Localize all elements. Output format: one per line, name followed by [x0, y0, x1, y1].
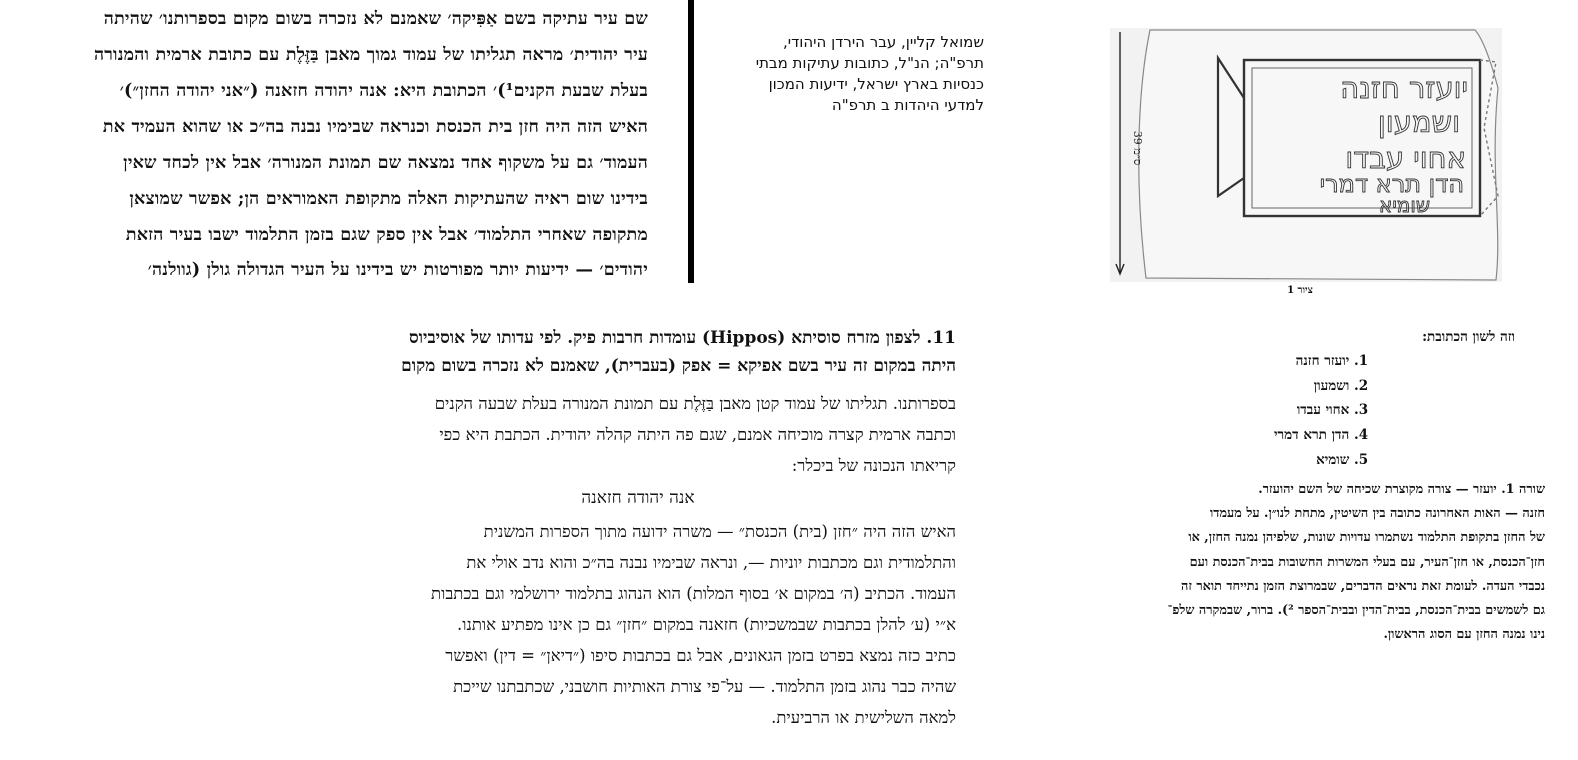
inscription-figure: [1110, 28, 1502, 282]
inscription-line: 2. ושמעון: [1313, 378, 1369, 394]
excerpt-line: שם עיר עתיקה בשם אַפִּיקה׳ שאמנם לא נזכרה בשום מקום בספרותנו׳ שהיתה: [103, 9, 648, 29]
paragraph-line: וכתבה ארמית קצרה מוכיחה אמנם, שגם פה היתה קהלה יהודית. הכתבת היא כפי: [439, 425, 956, 444]
scale-label: 39 ס״מ: [1131, 130, 1144, 166]
section-heading: [320, 324, 956, 380]
note-line: נכבדי העדה. לעומת זאת נראים הדברים, שבמרוצת הזמן נתייחד תואר זה: [1180, 578, 1545, 594]
stone-line: שומיא: [1378, 193, 1430, 217]
stone-line: יועזר חזנה: [1340, 71, 1468, 105]
section-heading-line: היתה במקום זה עיר בשם אפיקא = אפק (בעברית), שאמנם לא נזכרה בשום מקום: [401, 356, 956, 376]
excerpt-line: העמוד׳ גם על משקוף אחד נמצאה שם תמונת המנורה׳ אבל אין לכחד שאין: [123, 153, 648, 173]
inscription-line: 1. יועזר חזנה: [1295, 353, 1369, 369]
note-line: של החזן בתקופת התלמוד נשתמרו עדויות שונות, שלפיהן נמנה החזן, או: [1188, 530, 1545, 546]
paragraph-line: א״י (ע׳ להלן בכתבות שבמשכיות) חזאנה במקום ״חזן״ גם כן אינו מפתיע אותנו.: [457, 615, 956, 634]
stone-line: ושמעון: [1377, 105, 1460, 139]
inscription-heading: וזה לשון הכתובת:: [1422, 329, 1515, 345]
excerpt-line: יהודים׳ — ידיעות יותר מפורטות יש בידינו על העיר הגדולה גולן (גוולנה׳: [147, 260, 648, 280]
paragraph-line: והתלמודית וגם מכתבות יוניות —, ונראה שבימיו נבנה בה״כ והוא נדב אולי את: [466, 553, 956, 572]
paragraph-line: קריאתו הנכונה של ביכלר:: [791, 456, 956, 475]
paragraph: [320, 388, 956, 481]
paragraph-line: העמוד. הכתיב (ה׳ במקום א׳ בסוף המלות) הוא הנהוג בתלמוד ירושלמי וגם בכתבות: [431, 584, 956, 603]
excerpt-line: עיר יהודית׳ מראה תגליתו של עמוד גמוך מאבן בַּזֶּלֶת עם כתובת ארמית והמנורה: [94, 45, 648, 65]
excerpt-line: מתקופה שאחרי התלמוד׳ אבל אין ספק שגם בזמן התלמוד ישבו בעיר הזאת: [125, 225, 648, 245]
excerpt-line: האיש הזה היה חזן בית הכנסת וכנראה שבימיו נבנה בה״כ או שהוא העמיד את: [102, 117, 648, 137]
excerpt-line: בעלת שבעת הקנים¹)׳ הכתובת היא: אנה יהודה חזאנה (״אני יהודה החזן״)׳: [119, 81, 648, 101]
citation-line: תרפ"ה; הנ"ל, כתובות עתיקות מבתי: [755, 54, 984, 72]
inscription-line: 3. אחוי עבדו: [1296, 402, 1369, 418]
section-body: [320, 388, 956, 733]
citation-line: כנסיות בארץ ישראל, ידיעות המכון: [768, 75, 984, 93]
paragraph-line: כתיב כזה נמצא בפרט בזמן הגאונים, אבל גם בכתבות סיפו (״דיאן״ = דין) ואפשר: [445, 646, 956, 665]
paragraph: [320, 516, 956, 733]
paragraph-line: בספרותנו. תגליתו של עמוד קטן מאבן בַּזֶּלֶת עם תמונת המנורה בעלת שבעה הקנים: [434, 394, 956, 413]
citation-line: למדעי היהדות ב תרפ"ה: [831, 96, 984, 114]
section-11: [320, 324, 956, 733]
excerpt-line: בידינו שום ראיה שהעתיקות האלה מתקופת האמוראים הן; אפשר שמוצאן: [129, 189, 648, 209]
column-divider: [688, 0, 694, 283]
paragraph-line: למאה השלישית או הרביעית.: [771, 708, 956, 727]
excerpt-top-left: [0, 0, 688, 283]
stone-line: הדן תרא דמרי: [1319, 170, 1464, 198]
note-line: נינו נמנה החזן עם הסוג הראשון.: [1383, 627, 1545, 643]
note-line: שורה 1. יועזר — צורה מקוצרת שכיחה של השם יהועזר.: [1258, 482, 1545, 497]
inscription-line: 4. הדן תרא דמרי: [1273, 427, 1369, 443]
note-line: חזן־הכנסת, או חזן־העיר, עם בעלי המשרות החשובות בבית־הכנסת ועם: [1189, 554, 1545, 570]
stone-line: אחוי עבדו: [1345, 141, 1466, 175]
paragraph-line: שהיה כבר נהוג בזמן התלמוד. — על־פי צורת האותיות חושבני, שכתבתנו שייכת: [453, 677, 956, 696]
paragraph-line: האיש הזה היה ״חזן (בית) הכנסת״ — משרה ידועה מתוך הספרות המשנית: [483, 522, 956, 541]
inscription-line: 5. שומיא: [1316, 452, 1369, 468]
inscription-notes: [1065, 478, 1545, 647]
inscription-reading: אנה יהודה חזאנה: [581, 488, 695, 508]
citation-line: שמואל קליין, עבר הירדן היהודי,: [782, 33, 984, 51]
citation: [722, 32, 984, 116]
note-line: חזנה — האות האחרונה כתובה בין השיטין, מתחת לנו״ן. על מעמדו: [1210, 506, 1545, 522]
note-line: גם לשמשים בבית־הכנסת, בבית־הדין ובבית־הספר ²). ברור, שבמקרה שלפ־: [1167, 603, 1545, 619]
section-heading-line: 11. לצפון מזרח סוסיתא (Hippos) עומדות חרבות פיק. לפי עדותו של אוסיביוס: [409, 328, 956, 348]
figure-caption: ציור 1: [1287, 285, 1313, 296]
